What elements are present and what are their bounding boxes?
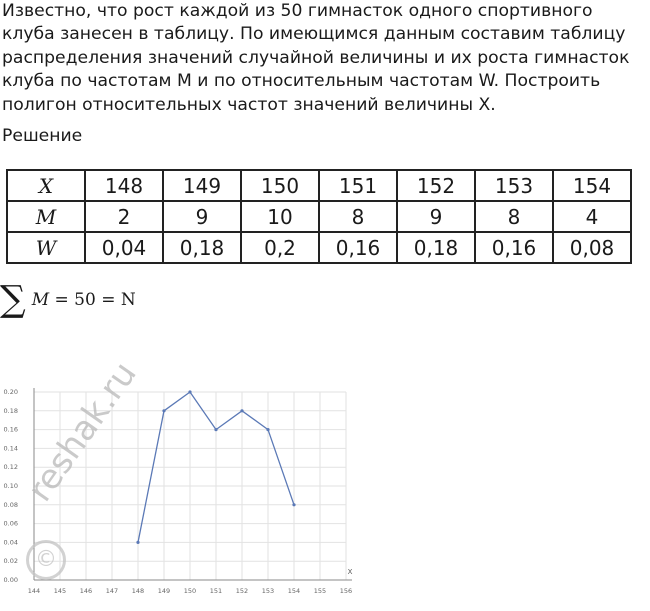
table-cell: 9 (397, 201, 475, 232)
table-cell: 152 (397, 170, 475, 201)
table-cell: 2 (85, 201, 163, 232)
data-point (214, 428, 217, 431)
data-point (162, 409, 165, 412)
table-cell: 149 (163, 170, 241, 201)
sum-sign: ∑ (0, 279, 26, 320)
x-axis-label: X (347, 568, 353, 576)
sum-formula (0, 279, 136, 320)
y-tick-label: 0.14 (3, 444, 18, 453)
y-tick-label: 0.06 (3, 519, 18, 528)
table-cell: 150 (241, 170, 319, 201)
problem-statement: Известно, что рост каждой из 50 гимнасток одного спортивного клуба занесен в таблицу. По имеющимся данным составим таблицу распределения значений случайной величины и их роста гимнасток клуба по частотам M и по относительным частотам W. Построить полигон относительных частот значений величины X. (2, 1, 630, 115)
data-point (292, 503, 295, 506)
y-tick-label: 0.12 (3, 463, 18, 472)
data-point (240, 409, 243, 412)
table-cell: 154 (553, 170, 631, 201)
y-tick-label: 0.00 (3, 576, 18, 584)
x-tick-label: 152 (235, 587, 249, 595)
table-cell: 8 (319, 201, 397, 232)
row-header: M (7, 201, 85, 232)
y-tick-label: 0.04 (3, 538, 18, 547)
table-cell: 4 (553, 201, 631, 232)
y-tick-label: 0.18 (3, 406, 18, 415)
y-tick-label: 0.08 (3, 500, 18, 509)
watermark-text: reshak.ru (20, 354, 145, 509)
y-tick-label: 0.10 (3, 482, 18, 490)
row-header: X (7, 170, 85, 201)
x-tick-label: 149 (157, 587, 171, 595)
table-row (7, 201, 631, 232)
table-cell: 10 (241, 201, 319, 232)
x-tick-label: 155 (313, 587, 327, 595)
data-point (188, 390, 191, 393)
data-point (266, 428, 269, 431)
x-tick-label: 156 (339, 587, 353, 595)
x-tick-label: 153 (261, 587, 275, 595)
x-tick-label: 146 (79, 587, 93, 595)
y-tick-label: 0.20 (3, 388, 18, 396)
table-cell: 0,16 (319, 232, 397, 263)
x-tick-label: 150 (183, 587, 197, 595)
table-cell: 8 (475, 201, 553, 232)
table-cell: 9 (163, 201, 241, 232)
table-cell: 0,08 (553, 232, 631, 263)
table-row (7, 232, 631, 263)
table-cell: 151 (319, 170, 397, 201)
y-tick-label: 0.02 (3, 557, 18, 566)
table-cell: 0,16 (475, 232, 553, 263)
table-cell: 148 (85, 170, 163, 201)
x-tick-label: 148 (131, 587, 145, 595)
watermark-copyright-icon: © (26, 540, 66, 580)
sum-rhs: = 50 = N (54, 290, 136, 310)
table-cell: 0,04 (85, 232, 163, 263)
x-tick-label: 147 (105, 587, 119, 595)
row-header: W (7, 232, 85, 263)
table-cell: 153 (475, 170, 553, 201)
table-cell: 0,2 (241, 232, 319, 263)
table-cell: 0,18 (397, 232, 475, 263)
x-tick-label: 145 (53, 587, 67, 595)
table-cell: 0,18 (163, 232, 241, 263)
x-tick-label: 154 (287, 587, 301, 595)
x-tick-label: 151 (209, 587, 223, 595)
solution-heading: Решение (2, 126, 83, 146)
distribution-table (6, 169, 632, 264)
data-point (136, 541, 139, 544)
sum-lhs: M (31, 290, 50, 310)
y-tick-label: 0.16 (3, 425, 18, 434)
table-row (7, 170, 631, 201)
x-tick-label: 144 (27, 587, 41, 595)
